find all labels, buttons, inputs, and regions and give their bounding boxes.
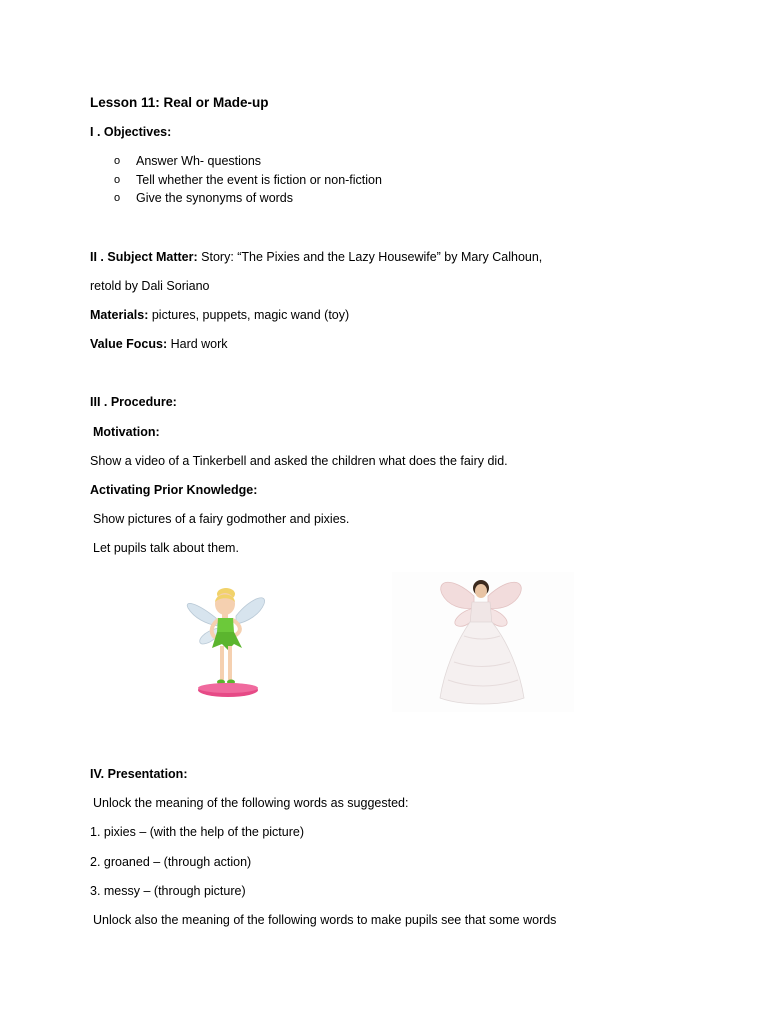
- tinkerbell-figurine-image: [176, 582, 284, 700]
- vocab-item: 3. messy – (through picture): [90, 884, 246, 898]
- procedure-heading: III . Procedure:: [90, 395, 177, 409]
- value-focus-label: Value Focus:: [90, 337, 168, 351]
- prior-knowledge-heading: Activating Prior Knowledge:: [90, 483, 258, 497]
- materials-text: pictures, puppets, magic wand (toy): [151, 308, 350, 322]
- fairy-godmother-figurine-image: [392, 572, 574, 712]
- presentation-outro: Unlock also the meaning of the following words to make pupils see that some words: [93, 913, 557, 927]
- objective-item: Tell whether the event is fiction or non-fiction: [136, 173, 382, 187]
- motivation-heading: Motivation:: [93, 425, 160, 439]
- bullet-icon: o: [114, 192, 121, 204]
- objective-item: Answer Wh- questions: [136, 154, 262, 168]
- vocab-item: 2. groaned – (through action): [90, 855, 252, 869]
- materials-line: [90, 307, 349, 323]
- subject-matter-label: II . Subject Matter:: [90, 250, 198, 264]
- subject-matter-continuation: retold by Dali Soriano: [90, 279, 210, 293]
- value-focus-line: [90, 336, 228, 352]
- subject-matter-line: [90, 249, 542, 265]
- lesson-title: Lesson 11: Real or Made-up: [90, 95, 269, 110]
- vocab-item: 1. pixies – (with the help of the picture): [90, 825, 305, 839]
- presentation-intro: Unlock the meaning of the following words as suggested:: [93, 796, 409, 810]
- motivation-text: Show a video of a Tinkerbell and asked the children what does the fairy did.: [90, 454, 508, 468]
- objective-item: Give the synonyms of words: [136, 191, 294, 205]
- bullet-icon: o: [114, 155, 121, 167]
- value-focus-text: Hard work: [170, 337, 228, 351]
- prior-knowledge-line: Let pupils talk about them.: [93, 541, 239, 555]
- subject-matter-text: Story: “The Pixies and the Lazy Housewife” by Mary Calhoun,: [201, 250, 543, 264]
- objectives-heading: I . Objectives:: [90, 125, 172, 139]
- materials-label: Materials:: [90, 308, 149, 322]
- bullet-icon: o: [114, 174, 121, 186]
- presentation-heading: IV. Presentation:: [90, 767, 188, 781]
- prior-knowledge-line: Show pictures of a fairy godmother and pixies.: [93, 512, 350, 526]
